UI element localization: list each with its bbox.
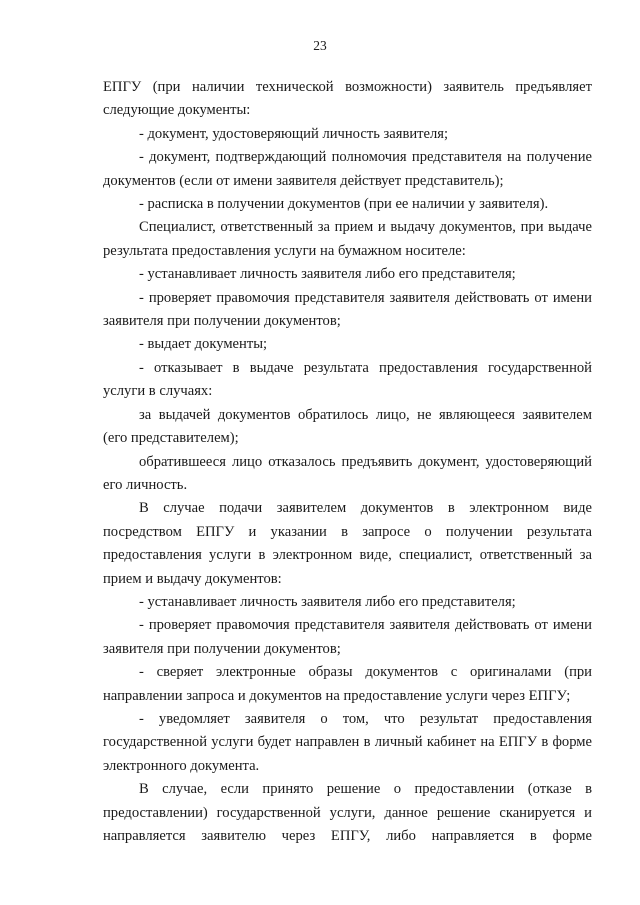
paragraph-9: - отказывает в выдаче результата предоставления государственной услуги в случаях: <box>103 359 592 400</box>
paragraph-8: - выдает документы; <box>139 336 268 353</box>
paragraph-11: обратившееся лицо отказалось предъявить документ, удостоверяющий его личность. <box>103 453 592 493</box>
paragraph-6: - устанавливает личность заявителя либо его представителя; <box>139 266 516 283</box>
page-number: 23 <box>313 38 327 53</box>
paragraph-14: - проверяет правомочия представителя заявителя действовать от имени заявителя при получении документов; <box>103 617 592 657</box>
paragraph-5: Специалист, ответственный за прием и выдачу документов, при выдаче результата предоставления услуги на бумажном носителе: <box>103 219 592 259</box>
paragraph-1: ЕПГУ (при наличии технической возможности) заявитель предъявляет следующие документы: <box>103 79 592 119</box>
paragraph-7: - проверяет правомочия представителя заявителя действовать от имени заявителя при получении документов; <box>103 289 592 330</box>
paragraph-17: В случае, если принято решение о предоставлении (отказе в предоставлении) государственной услуги, данное решение сканируется и направляется заявителю через ЕПГУ, либо направляется в форме <box>103 781 592 844</box>
paragraph-4: - расписка в получении документов (при ее наличии у заявителя). <box>139 196 549 213</box>
paragraph-12: В случае подачи заявителем документов в электронном виде посредством ЕПГУ и указании в запросе о получении результата предоставления услуги в электронном виде, специалист, ответственный за прием и выдачу документов: <box>103 500 592 587</box>
document-body <box>103 76 592 848</box>
paragraph-10: за выдачей документов обратилось лицо, не являющееся заявителем (его представителем); <box>103 406 592 447</box>
paragraph-2: - документ, удостоверяющий личность заявителя; <box>139 125 449 142</box>
paragraph-13: - устанавливает личность заявителя либо его представителя; <box>139 593 516 610</box>
paragraph-3: - документ, подтверждающий полномочия представителя на получение документов (если от имени заявителя действует представитель); <box>103 149 592 189</box>
paragraph-16: - уведомляет заявителя о том, что результат предоставления государственной услуги будет направлен в личный кабинет на ЕПГУ в форме электронного документа. <box>103 710 592 774</box>
paragraph-15: - сверяет электронные образы документов с оригиналами (при направлении запроса и документов на предоставление услуги через ЕПГУ; <box>103 664 592 704</box>
